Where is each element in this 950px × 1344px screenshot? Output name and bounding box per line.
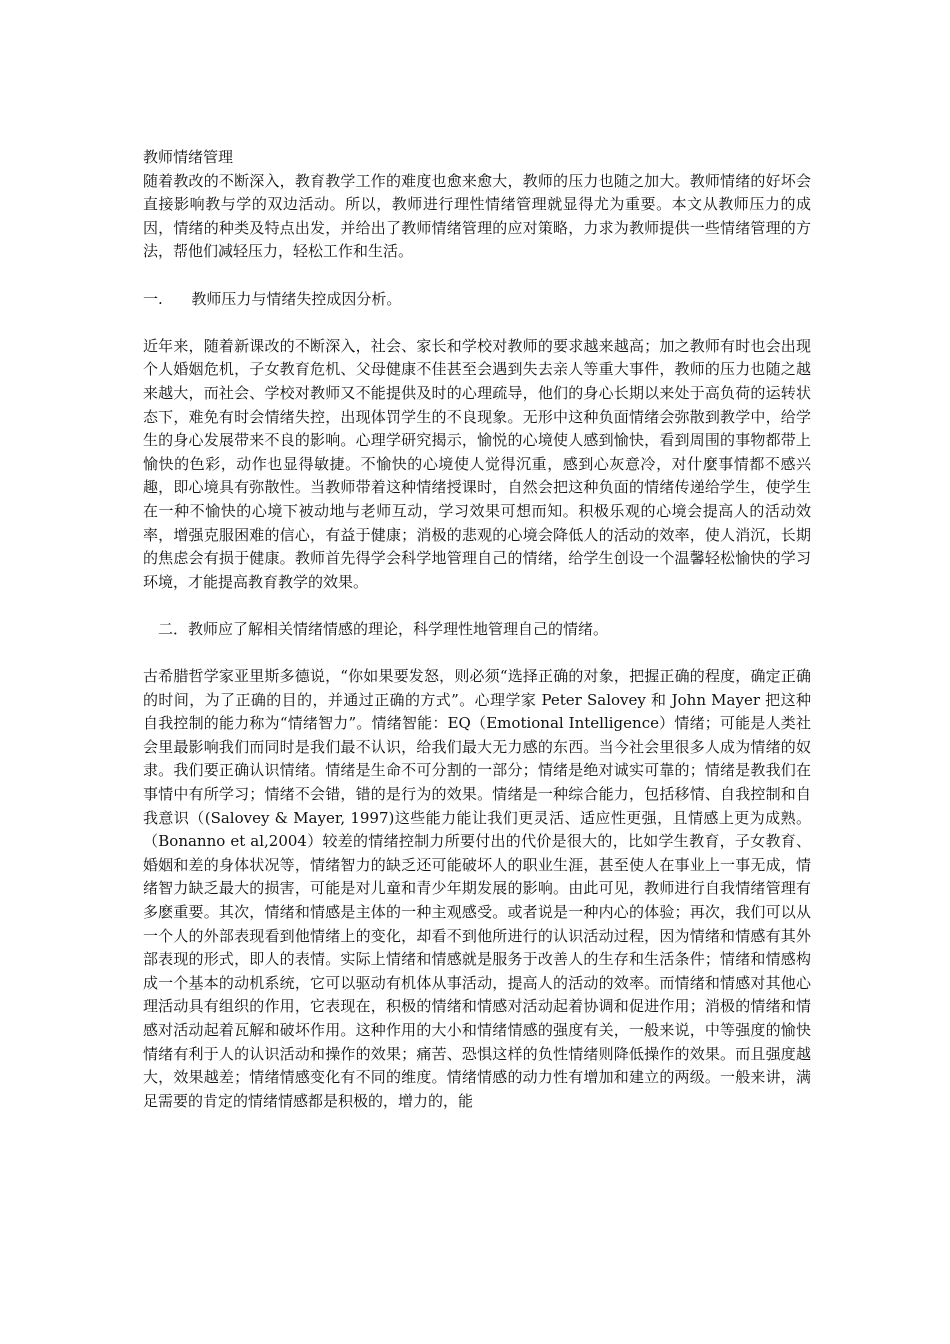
section-1-heading: 一. 教师压力与情绪失控成因分析。 [143, 289, 402, 308]
document-page [143, 146, 811, 1113]
document-title: 教师情绪管理 [143, 148, 234, 166]
spacer [143, 311, 811, 335]
intro-paragraph: 随着教改的不断深入，教育教学工作的难度也愈来愈大，教师的压力也随之加大。教师情绪的好坏会直接影响教与学的双边活动。所以，教师进行理性情绪管理就显得尤为重要。本文从教师压力的成因，情绪的种类及特点出发，并给出了教师情绪管理的应对策略，力求为教师提供一些情绪管理的方法，帮他们减轻压力，轻松工作和生活。 [143, 171, 811, 261]
section-1-paragraph: 近年来，随着新课改的不断深入，社会、家长和学校对教师的要求越来越高；加之教师有时也会出现个人婚姻危机，子女教育危机、父母健康不佳甚至会遇到失去亲人等重大事件，教师的压力也随之越来越大，而社会、学校对教师又不能提供及时的心理疏导，他们的身心长期以来处于高负荷的运转状态下，难免有时会情绪失控，出现体罚学生的不良现象。无形中这种负面情绪会弥散到教学中，给学生的身心发展带来不良的影响。心理学研究揭示，愉悦的心境使人感到愉快，看到周围的事物都带上愉快的色彩，动作也显得敏捷。不愉快的心境使人觉得沉重，感到心灰意冷，对什麼事情都不感兴趣，即心境具有弥散性。当教师带着这种情绪授课时，自然会把这种负面的情绪传递给学生，使学生在一种不愉快的心境下被动地与老师互动，学习效果可想而知。积极乐观的心境会提高人的活动效率，增强克服困难的信心，有益于健康；消极的悲观的心境会降低人的活动的效率，使人消沉，长期的焦虑会有损于健康。教师首先得学会科学地管理自己的情绪，给学生创设一个温馨轻松愉快的学习环境，才能提高教育教学的效果。 [143, 336, 811, 591]
spacer [143, 264, 811, 288]
section-2-paragraph: 古希腊哲学家亚里斯多德说，“你如果要发怒，则必须“选择正确的对象，把握正确的程度，确定正确的时间，为了正确的目的，并通过正确的方式”。心理学家 Peter Salovey 和 John Mayer 把这种自我控制的能力称为“情绪智力”。情绪智能：EQ（Emotional Intelligence）情绪；可能是人类社会里最影响我们而同时是我们最不认识，给我们最大无力感的东西。当今社会里很多人成为情绪的奴隶。我们要正确认识情绪。情绪是生命不可分割的一部分；情绪是绝对诚实可靠的；情绪是教我们在事情中有所学习；情绪不会错，错的是行为的效果。情绪是一种综合能力，包括移情、自我控制和自我意识（(Salovey & Mayer, 1997)这些能力能让我们更灵活、适应性更强，且情感上更为成熟。（Bonanno et al,2004）较差的情绪控制力所要付出的代价是很大的，比如学生教育，子女教育、婚姻和差的身体状况等，情绪智力的缺乏还可能破坏人的职业生涯，甚至使人在事业上一事无成，情绪智力缺乏最大的损害，可能是对儿童和青少年期发展的影响。由此可见，教师进行自我情绪管理有多麽重要。其次，情绪和情感是主体的一种主观感受。或者说是一种内心的体验；再次，我们可以从一个人的外部表现看到他情绪上的变化，却看不到他所进行的认识活动过程，因为情绪和情感有其外部表现的形式，即人的表情。实际上情绪和情感就是服务于改善人的生存和生活条件；情绪和情感构成一个基本的动机系统，它可以驱动有机体从事活动，提高人的活动的效率。而情绪和情感对其他心理活动具有组织的作用，它表现在，积极的情绪和情感对活动起着协调和促进作用；消极的情绪和情感对活动起着瓦解和破坏作用。这种作用的大小和情绪情感的强度有关，一般来说，中等强度的愉快情绪有利于人的认识活动和操作的效果；痛苦、恐惧这样的负性情绪则降低操作的效果。而且强度越大，效果越差；情绪情感变化有不同的维度。情绪情感的动力性有增加和建立的两级。一般来讲，满足需要的肯定的情绪情感都是积极的，增力的，能 [143, 667, 811, 1110]
section-2-heading: 二．教师应了解相关情绪情感的理论，科学理性地管理自己的情绪。 [158, 619, 609, 638]
spacer [143, 641, 811, 665]
spacer [143, 594, 811, 618]
